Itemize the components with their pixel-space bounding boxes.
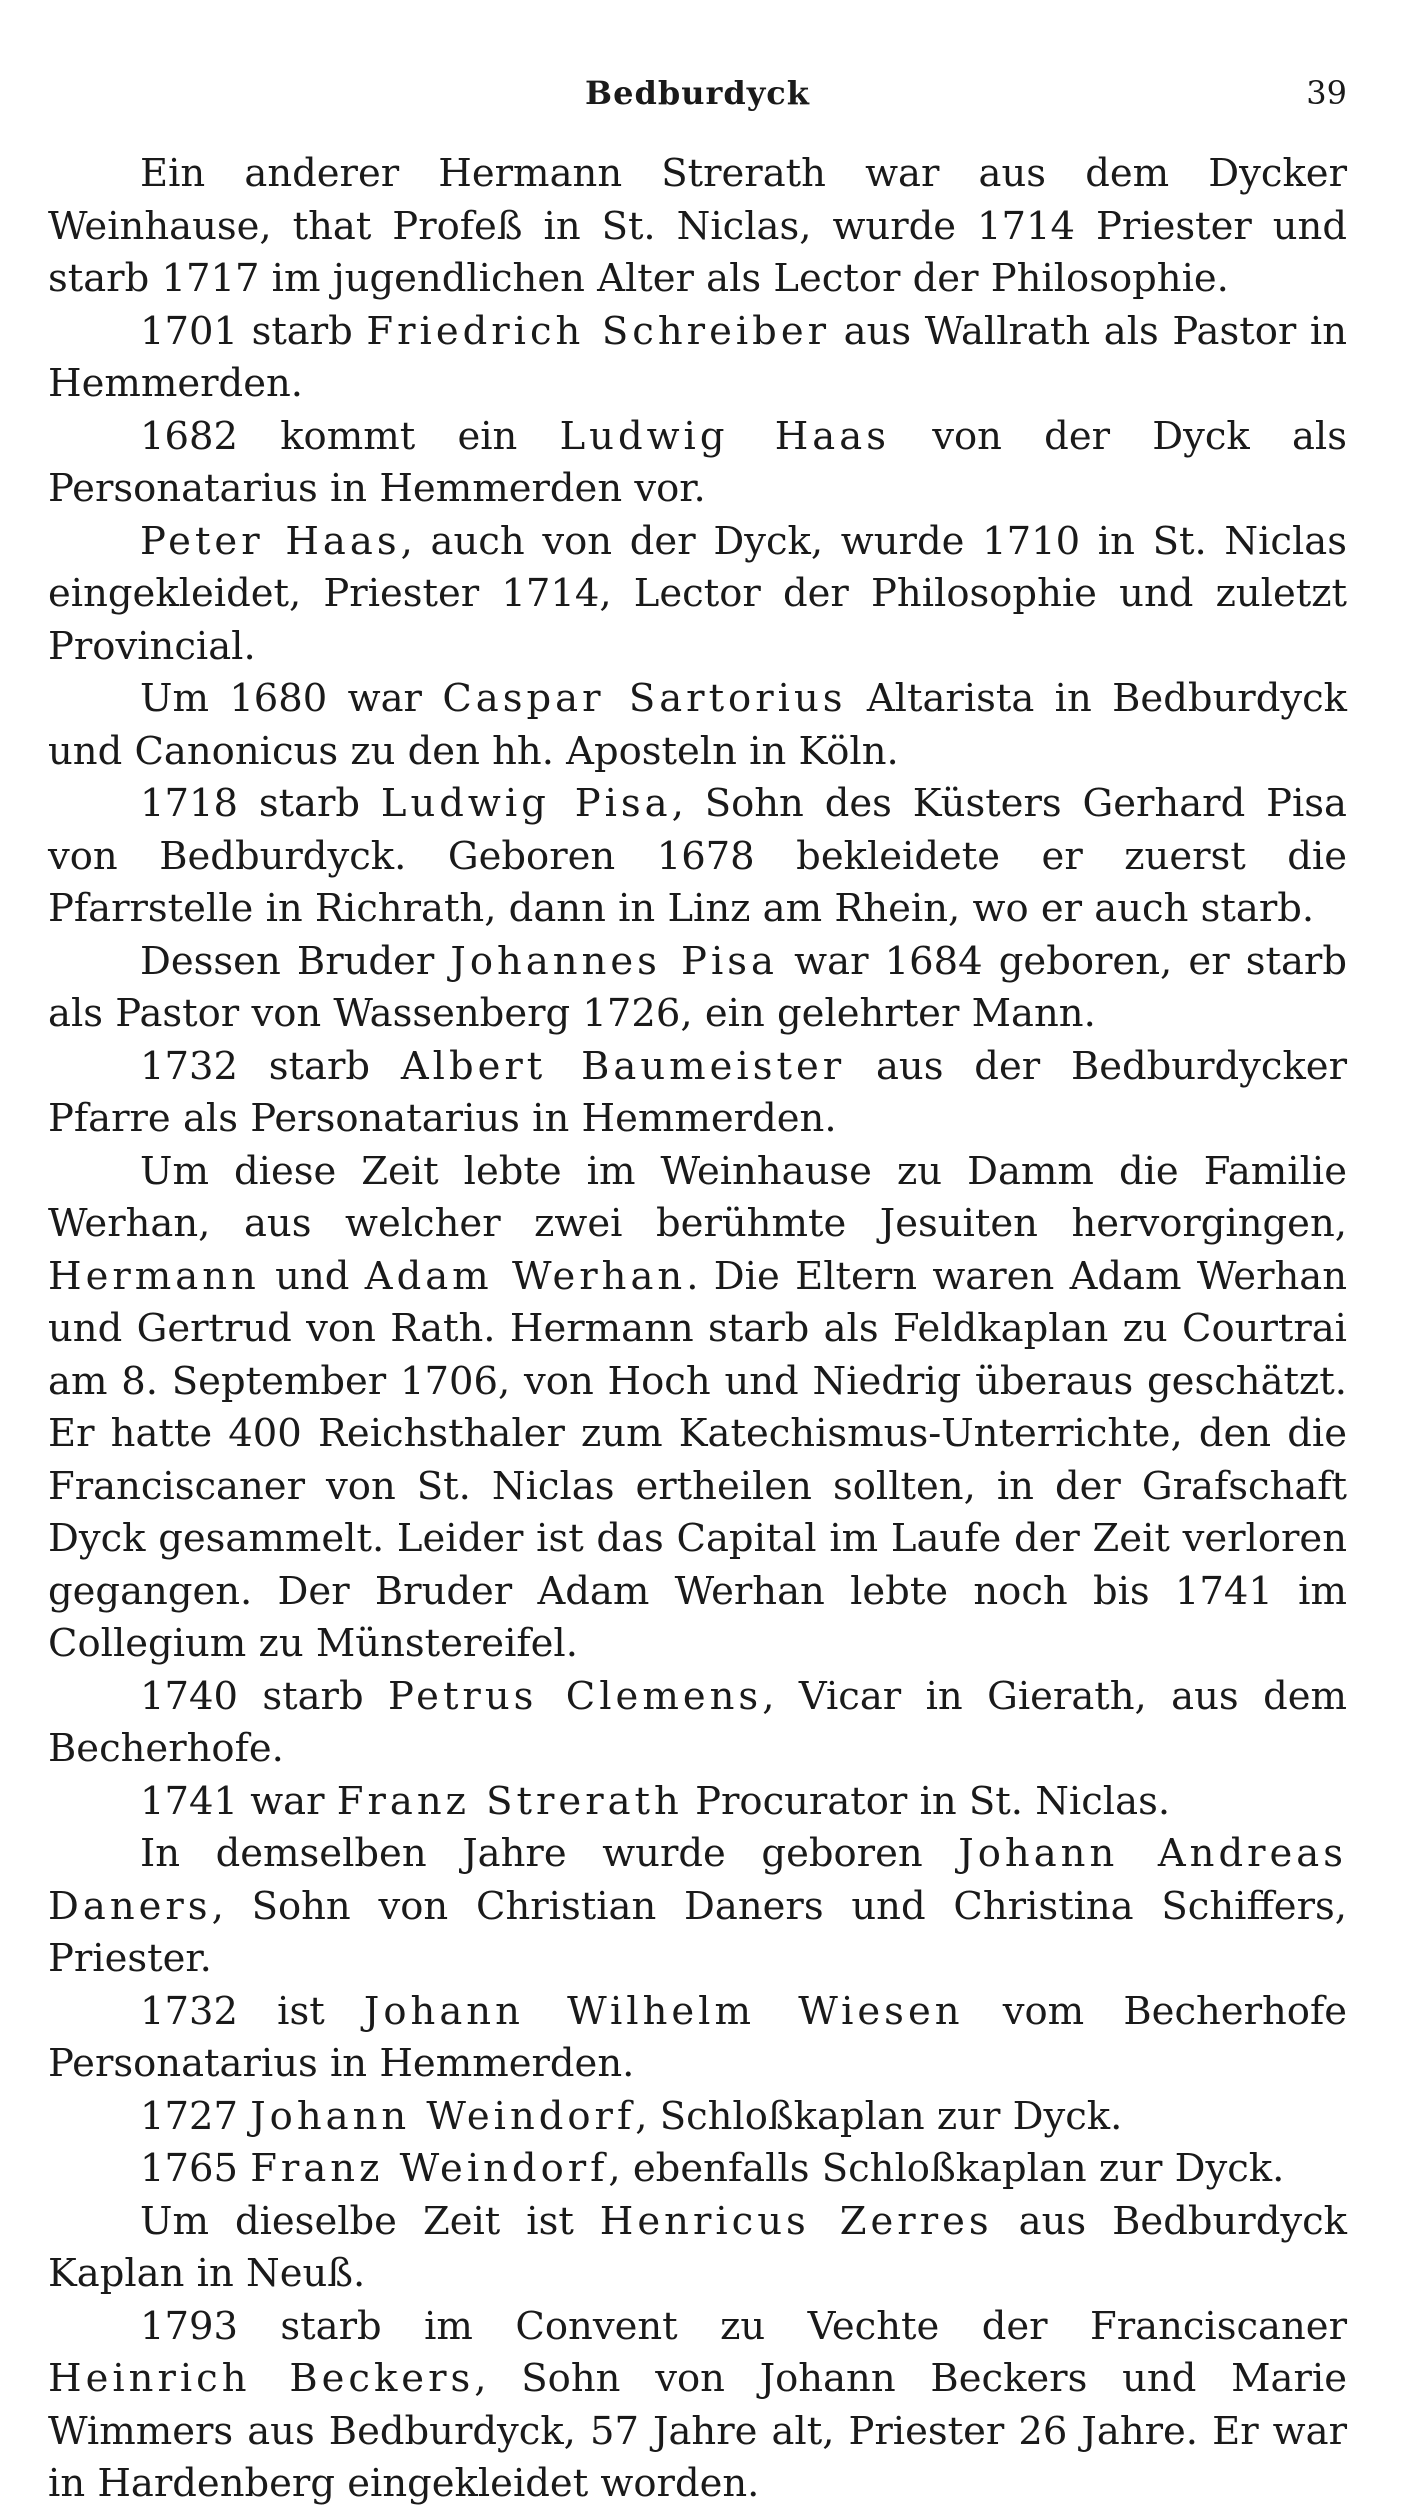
text-run: aus Wallrath als Pastor in Hemmerden. — [48, 308, 1348, 406]
text-run: , auch von der Dyck, wurde 1710 in St. Niclas eingekleidet, Priester 1714, Lector der Philosophie und zuletzt Provincial. — [48, 518, 1347, 669]
paragraph-p4 — [48, 516, 1347, 674]
paragraph-p12 — [48, 1828, 1347, 1986]
paragraph-p8 — [48, 1041, 1347, 1146]
spaced-name: Heinrich Beckers — [48, 2356, 475, 2401]
spaced-name: Franz Strerath — [336, 1778, 683, 1824]
text-run: , ebenfalls Schloßkaplan zur Dyck. — [608, 2146, 1285, 2191]
text-run: 1718 starb — [140, 781, 381, 826]
paragraph-p2 — [48, 306, 1347, 411]
text-run: und — [259, 1253, 365, 1299]
text-run: aus Bedburdyck Kaplan in Neuß. — [48, 2198, 1347, 2296]
spaced-name: Franz Weindorf — [250, 2146, 609, 2191]
spaced-name: Albert Baumeister — [400, 1043, 846, 1089]
spaced-name: Hermann — [48, 1253, 260, 1299]
text-run: aus der Bedburdycker Pfarre als Personatarius in Hemmerden. — [48, 1043, 1347, 1141]
text-run: , Sohn von Johann Beckers und Marie Wimmers aus Bedburdyck, 57 Jahre alt, Priester 26 Jahre. Er war in Hardenberg eingekleidet worden. — [48, 2356, 1348, 2506]
text-run: 1727 — [140, 2093, 251, 2139]
page-number: 39 — [1306, 74, 1347, 112]
text-run: Ein anderer Hermann Strerath war aus dem Dycker Weinhause, that Profeß in St. Niclas, wurde 1714 Priester und starb 1717 im jugendlichen Alter als Lector der Philosophie. — [48, 151, 1347, 301]
text-run: Um dieselbe Zeit ist — [140, 2198, 600, 2244]
paragraph-p7 — [48, 936, 1347, 1041]
paragraph-p14 — [48, 2091, 1347, 2144]
paragraph-p11 — [48, 1776, 1347, 1829]
text-run: von der Dyck als Personatarius in Hemmerden vor. — [48, 413, 1348, 511]
text-run: 1682 kommt ein — [140, 413, 560, 459]
spaced-name: Petrus Clemens — [388, 1673, 763, 1719]
paragraph-p10 — [48, 1671, 1347, 1776]
text-run: 1732 ist — [140, 1988, 364, 2034]
text-run: , Schloßkaplan zur Dyck. — [635, 2093, 1123, 2139]
text-run: Um 1680 war — [140, 676, 443, 721]
paragraph-p17 — [48, 2301, 1347, 2511]
paragraph-p15 — [48, 2143, 1347, 2196]
spaced-name: Johann Andreas Daners — [48, 1831, 1347, 1929]
spaced-name: Johannes Pisa — [450, 938, 778, 984]
text-run: , Sohn von Christian Daners und Christina Schiffers, Priester. — [48, 1883, 1347, 1981]
text-run: Procurator in St. Niclas. — [682, 1778, 1171, 1824]
text-run: 1732 starb — [140, 1043, 401, 1089]
paragraph-p5 — [48, 673, 1347, 778]
paragraph-p6 — [48, 778, 1347, 936]
paragraph-p13 — [48, 1986, 1347, 2091]
paragraph-p16 — [48, 2196, 1347, 2301]
text-run: Um diese Zeit lebte im Weinhause zu Damm die Familie Werhan, aus welcher zwei berühmte Jesuiten hervorgingen, — [48, 1148, 1347, 1246]
spaced-name: Adam Werhan — [364, 1253, 687, 1299]
spaced-name: Friedrich Schreiber — [366, 308, 831, 354]
text-run: , Vicar in Gierath, aus dem Becherhofe. — [48, 1673, 1348, 1771]
spaced-name: Ludwig Haas — [559, 413, 890, 459]
text-run: . Die Eltern waren Adam Werhan und Gertrud von Rath. Hermann starb als Feldkaplan zu Courtrai am 8. September 1706, von Hoch und Niedrig überaus geschätzt. Er hatte 400 Reichsthaler zum Katechismus-Unterrichte, den die Franciscaner von St. Niclas ertheilen sollten, in der Grafschaft Dyck gesammelt. Leider ist das Capital im Laufe der Zeit verloren gegangen. Der Bruder Adam Werhan lebte noch bis 1741 im Collegium zu Münstereifel. — [48, 1253, 1348, 1666]
running-head: Bedburdyck — [585, 74, 810, 112]
text-run: 1741 war — [140, 1778, 337, 1824]
spaced-name: Johann Weindorf — [250, 2093, 636, 2139]
paragraph-p9 — [48, 1146, 1347, 1671]
paragraph-p3 — [48, 411, 1347, 516]
text-run: 1793 starb im Convent zu Vechte der Franciscaner — [140, 2303, 1347, 2349]
page-header — [48, 68, 1347, 128]
text-run: 1740 starb — [140, 1673, 388, 1719]
spaced-name: Johann Wilhelm Wiesen — [363, 1988, 964, 2034]
paragraph-p1 — [48, 148, 1347, 306]
text-run: 1701 starb — [140, 308, 367, 354]
text-run: , Sohn des Küsters Gerhard Pisa von Bedburdyck. Geboren 1678 bekleidete er zuerst die Pfarrstelle in Richrath, dann in Linz am Rhein, wo er auch starb. — [48, 781, 1347, 931]
text-run: vom Becherhofe Personatarius in Hemmerden. — [48, 1988, 1347, 2086]
spaced-name: Ludwig Pisa — [380, 781, 672, 826]
text-run: In demselben Jahre wurde geboren — [140, 1831, 959, 1876]
page-body — [48, 148, 1347, 2511]
spaced-name: Henricus Zerres — [599, 2198, 993, 2244]
spaced-name: Peter Haas — [140, 518, 401, 564]
text-run: 1765 — [140, 2146, 251, 2191]
text-run: war 1684 geboren, er starb als Pastor von Wassenberg 1726, ein gelehrter Mann. — [48, 938, 1347, 1036]
text-run: Altarista in Bedburdyck und Canonicus zu den hh. Aposteln in Köln. — [48, 676, 1347, 774]
text-run: Dessen Bruder — [140, 938, 451, 984]
spaced-name: Caspar Sartorius — [442, 676, 847, 721]
